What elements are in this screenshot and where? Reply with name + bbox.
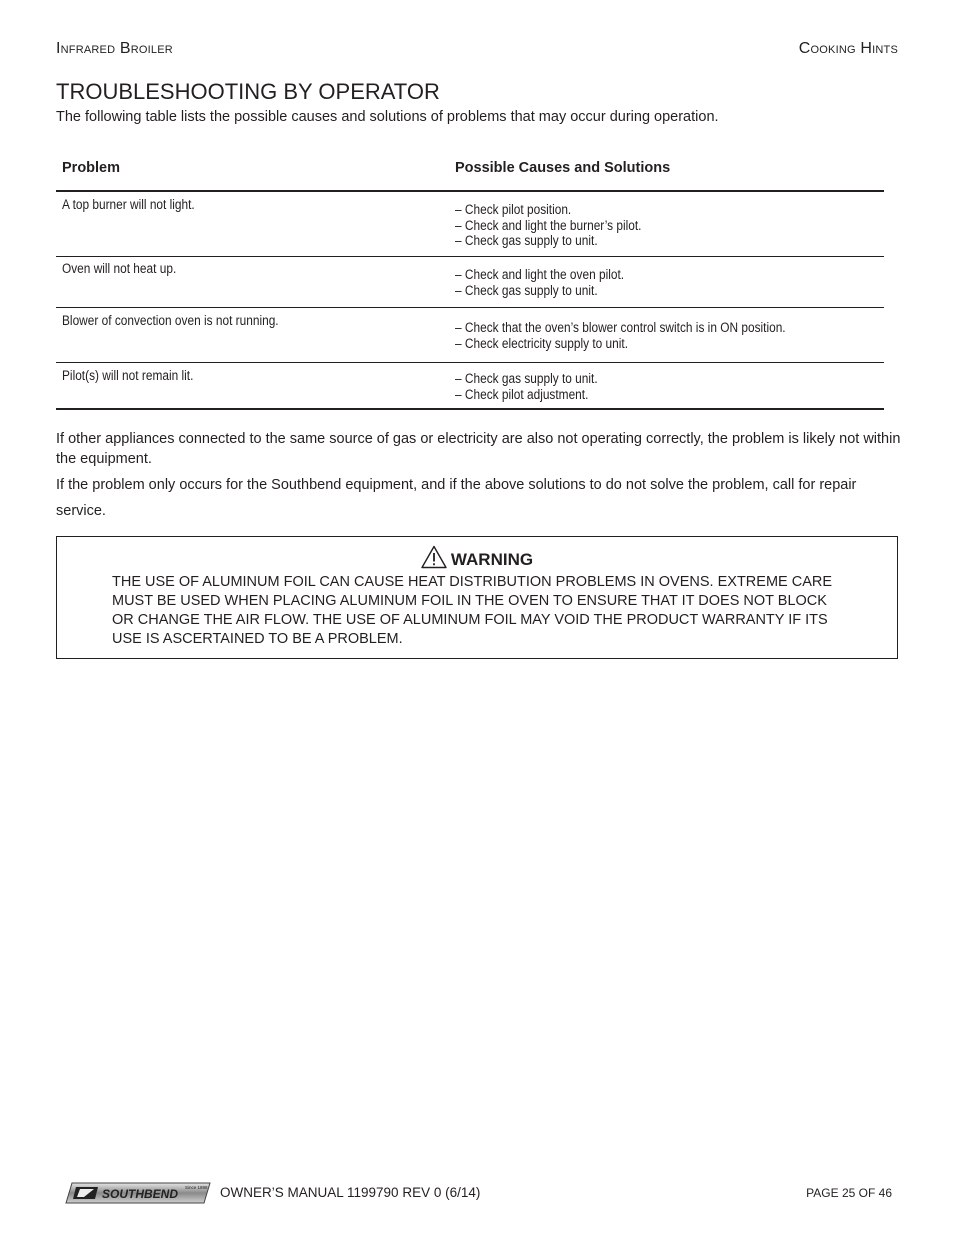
- solutions-cell: [455, 363, 884, 408]
- troubleshooting-table: [56, 157, 884, 410]
- solution-line: – Check gas supply to unit.: [455, 233, 598, 249]
- paragraph-repair-service: If the problem only occurs for the Southbend equipment, and if the above solutions to do not solve the problem, call for repair service.: [56, 477, 857, 519]
- solution-line: – Check pilot position.: [455, 202, 572, 217]
- warning-box: [56, 536, 898, 659]
- table-header: [56, 157, 884, 192]
- logo-wordmark: SOUTHBEND: [102, 1187, 179, 1201]
- table-row: [56, 308, 884, 363]
- solutions-cell: [455, 257, 884, 307]
- problem-cell: Blower of convection oven is not running.: [62, 313, 279, 328]
- solution-line: – Check and light the oven pilot.: [455, 267, 625, 282]
- solution-line: – Check that the oven’s blower control switch is in ON position.: [455, 320, 786, 335]
- page-title: TROUBLESHOOTING BY OPERATOR: [56, 79, 440, 104]
- running-header-left: Infrared Broiler: [56, 40, 173, 57]
- solution-line: – Check gas supply to unit.: [455, 371, 598, 386]
- solutions-cell: [455, 308, 884, 362]
- footer-page-number: PAGE 25 OF 46: [806, 1186, 892, 1200]
- warning-heading: [57, 545, 897, 570]
- running-header-right: Cooking Hints: [798, 40, 898, 57]
- solution-line: – Check and light the burner’s pilot.: [455, 217, 642, 233]
- warning-triangle-icon: [421, 545, 447, 569]
- southbend-logo: [64, 1181, 212, 1210]
- column-header-problem: Problem: [62, 160, 121, 176]
- solution-line: – Check electricity supply to unit.: [455, 335, 629, 351]
- warning-text: THE USE OF ALUMINUM FOIL CAN CAUSE HEAT DISTRIBUTION PROBLEMS IN OVENS. EXTREME CARE MUST BE USED WHEN PLACING ALUMINUM FOIL IN THE OVEN TO ENSURE THAT IT DOES NOT BLOCK OR CHANGE THE AIR FLOW. THE USE OF ALUMINUM FOIL MAY VOID THE PRODUCT WARRANTY IF ITS USE IS ASCERTAINED TO BE A PROBLEM.: [112, 574, 833, 647]
- intro-text: The following table lists the possible causes and solutions of problems that may occur during operation.: [56, 109, 719, 125]
- warning-heading-text: WARNING: [450, 550, 534, 569]
- solution-line: – Check pilot adjustment.: [455, 386, 589, 402]
- problem-cell: Pilot(s) will not remain lit.: [62, 368, 194, 383]
- logo-tagline: Since 1898: [185, 1185, 208, 1190]
- solutions-cell: [455, 192, 884, 256]
- table-row: [56, 192, 884, 257]
- column-header-solutions: Possible Causes and Solutions: [455, 160, 671, 176]
- paragraph-other-appliances: If other appliances connected to the same source of gas or electricity are also not operating correctly, the problem is likely not within the equipment.: [56, 431, 901, 467]
- footer-manual-title: OWNER’S MANUAL 1199790 REV 0 (6/14): [220, 1185, 481, 1200]
- table-row: [56, 363, 884, 410]
- solution-line: – Check gas supply to unit.: [455, 282, 598, 298]
- table-row: [56, 257, 884, 308]
- problem-cell: Oven will not heat up.: [62, 261, 177, 276]
- problem-cell: A top burner will not light.: [62, 197, 195, 212]
